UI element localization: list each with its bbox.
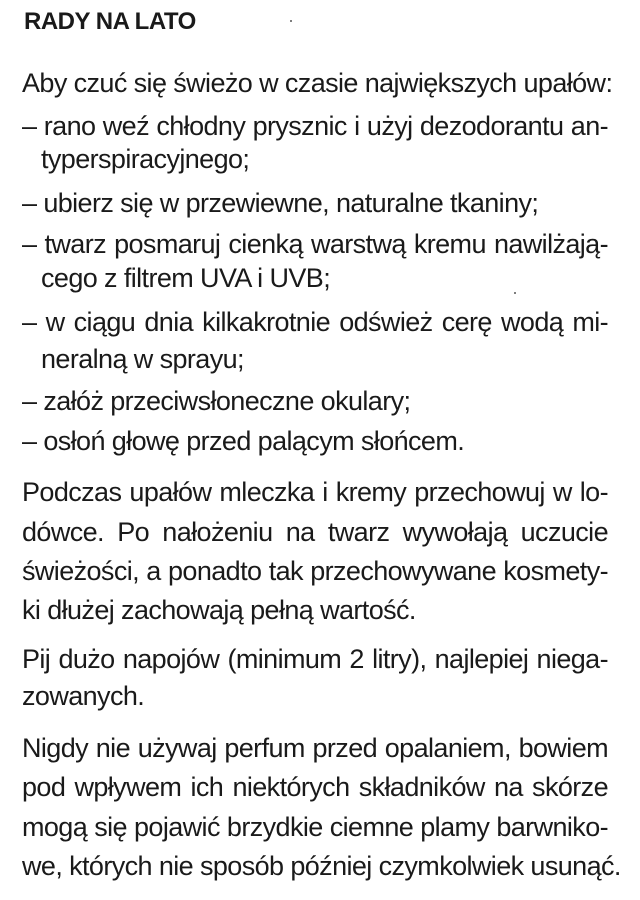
paragraph-line: Pij dużo napojów (minimum 2 litry), najlepiej niega-: [22, 644, 608, 674]
tip-line: – twarz posmaruj cienką warstwą kremu nawilżają-: [22, 229, 608, 259]
paragraph-line: ki dłużej zachowają pełną wartość.: [22, 595, 416, 625]
tip-line: – rano weź chłodny prysznic i użyj dezodorantu an-: [22, 111, 608, 141]
tip-line: typerspiracyjnego;: [41, 144, 250, 174]
paragraph-line: świeżości, a ponadto tak przechowywane kosmety-: [22, 556, 608, 586]
paragraph-line: Podczas upałów mleczka i kremy przechowuj w lo-: [22, 477, 608, 507]
tip-line: neralną w sprayu;: [41, 344, 244, 374]
tip-line: – osłoń głowę przed palącym słońcem.: [22, 426, 465, 456]
scan-speck: [514, 292, 516, 294]
paragraph-line: Nigdy nie używaj perfum przed opalaniem, bowiem: [22, 733, 608, 763]
paragraph-line: zowanych.: [22, 681, 145, 711]
tip-line: – załóż przeciwsłoneczne okulary;: [22, 386, 411, 416]
scan-speck: [290, 20, 292, 22]
paragraph-line: pod wpływem ich niektórych składników na skórze: [22, 772, 608, 802]
paragraph-line: dówce. Po nałożeniu na twarz wywołają uczucie: [22, 517, 608, 547]
tip-line: – ubierz się w przewiewne, naturalne tkaniny;: [22, 188, 539, 218]
page-title: RADY NA LATO: [24, 8, 196, 35]
tip-line: – w ciągu dnia kilkakrotnie odśwież cerę wodą mi-: [22, 307, 608, 337]
tip-line: cego z filtrem UVA i UVB;: [41, 263, 331, 293]
paragraph-line: we, których nie sposób później czymkolwiek usunąć.: [22, 851, 621, 881]
paragraph-line: mogą się pojawić brzydkie ciemne plamy barwniko-: [22, 812, 608, 842]
intro-line: Aby czuć się świeżo w czasie największych upałów:: [22, 68, 613, 98]
